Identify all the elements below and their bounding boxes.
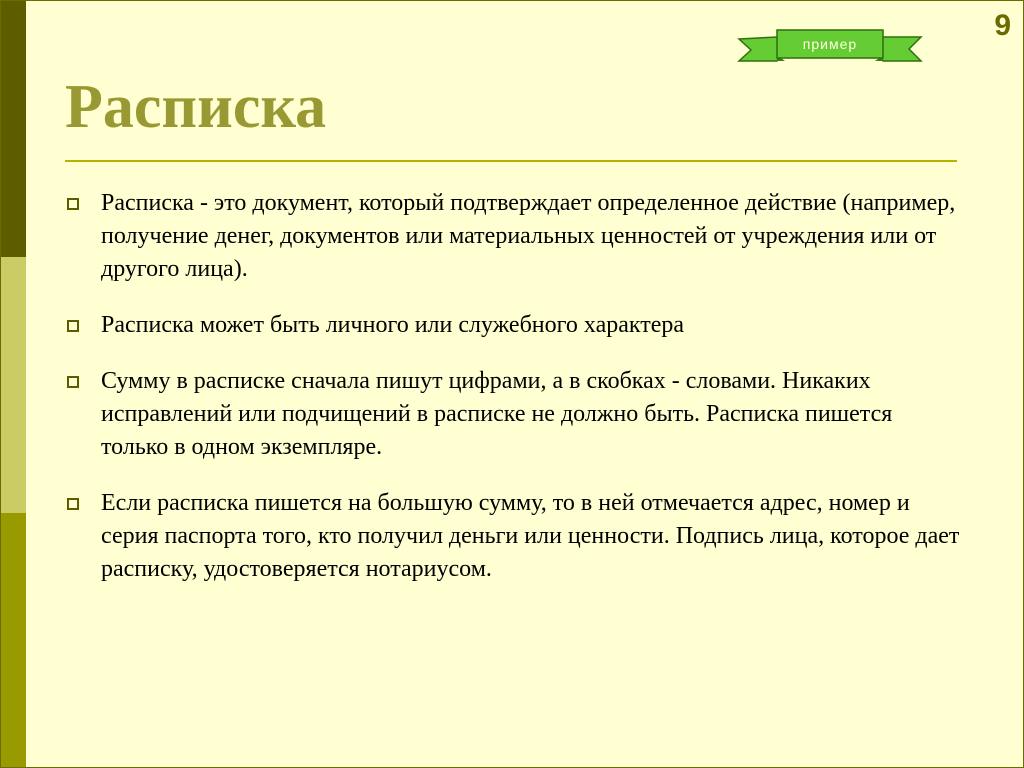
ribbon-label: пример bbox=[802, 36, 858, 52]
bullet-item bbox=[65, 365, 965, 464]
hollow-square-icon bbox=[67, 320, 79, 332]
example-ribbon-button[interactable] bbox=[737, 27, 923, 67]
bullet-item bbox=[65, 487, 965, 586]
slide-number: 9 bbox=[994, 9, 1011, 42]
left-bar-mid-segment bbox=[1, 513, 26, 767]
hollow-square-icon bbox=[67, 376, 79, 388]
bullet-text: Если расписка пишется на большую сумму, то в ней отмечается адрес, номер и серия паспорта того, кто получил деньги или ценности. Подпись лица, которое дает расписку, удостоверяется нотариусом. bbox=[101, 490, 960, 582]
left-bar-dark-segment bbox=[1, 1, 26, 257]
bullet-item bbox=[65, 187, 965, 286]
bullet-list bbox=[65, 187, 965, 609]
bullet-text: Расписка - это документ, который подтверждает определенное действие (например, получение денег, документов или материальных ценностей от учреждения или от другого лица). bbox=[101, 190, 956, 282]
bullet-text: Сумму в расписке сначала пишут цифрами, а в скобках - словами. Никаких исправлений или подчищений в расписке не должно быть. Расписка пишется только в одном экземпляре. bbox=[101, 368, 893, 460]
title-divider bbox=[65, 160, 957, 162]
left-bar-light-segment bbox=[1, 257, 26, 513]
hollow-square-icon bbox=[67, 498, 79, 510]
slide-title: Расписка bbox=[65, 73, 327, 141]
left-accent-bar bbox=[1, 1, 26, 767]
hollow-square-icon bbox=[67, 198, 79, 210]
bullet-item bbox=[65, 309, 965, 342]
bullet-text: Расписка может быть личного или служебного характера bbox=[101, 312, 685, 338]
